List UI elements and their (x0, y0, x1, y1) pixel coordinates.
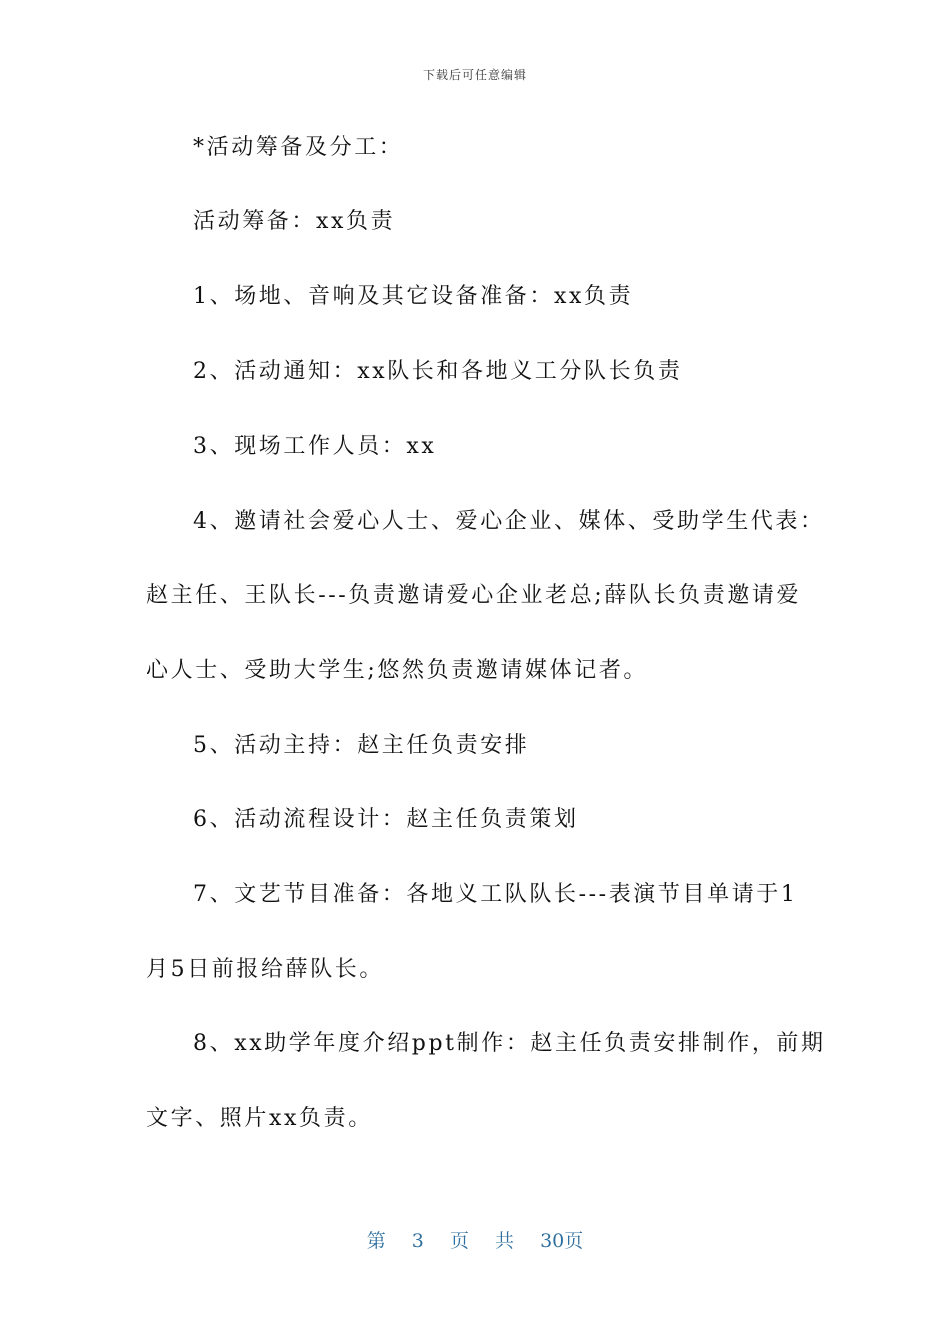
total-label: 共 (495, 1230, 515, 1252)
page-number-footer (0, 1226, 950, 1253)
current-page-number: 3 (411, 1230, 424, 1252)
page-label-prefix: 第 (366, 1230, 386, 1252)
text-line: 文字、照片xx负责。 (146, 1106, 373, 1131)
text-line: 4、邀请社会爱心人士、爱心企业、媒体、受助学生代表： (193, 509, 825, 534)
text-line: 8、xx助学年度介绍ppt制作：赵主任负责安排制作，前期 (193, 1031, 826, 1056)
text-line: 3、现场工作人员：xx (193, 434, 437, 459)
text-line: 月5日前报给薛队长。 (146, 957, 384, 982)
page-header: 下载后可任意编辑 (422, 68, 527, 82)
text-line: 心人士、受助大学生;悠然负责邀请媒体记者。 (146, 658, 649, 683)
text-line: 2、活动通知：xx队长和各地义工分队长负责 (193, 359, 683, 384)
total-pages: 30页 (540, 1230, 584, 1252)
text-line: 活动筹备：xx负责 (193, 209, 396, 234)
text-line: 赵主任、王队长---负责邀请爱心企业老总;薛队长负责邀请爱 (146, 583, 802, 608)
text-line: 1、场地、音响及其它设备准备：xx负责 (193, 284, 634, 309)
section-heading: *活动筹备及分工： (193, 135, 404, 160)
text-line: 5、活动主持：赵主任负责安排 (193, 733, 530, 758)
page-label-mid: 页 (449, 1230, 469, 1252)
text-line: 7、文艺节目准备：各地义工队队长---表演节目单请于1 (193, 882, 798, 907)
text-line: 6、活动流程设计：赵主任负责策划 (193, 807, 579, 832)
